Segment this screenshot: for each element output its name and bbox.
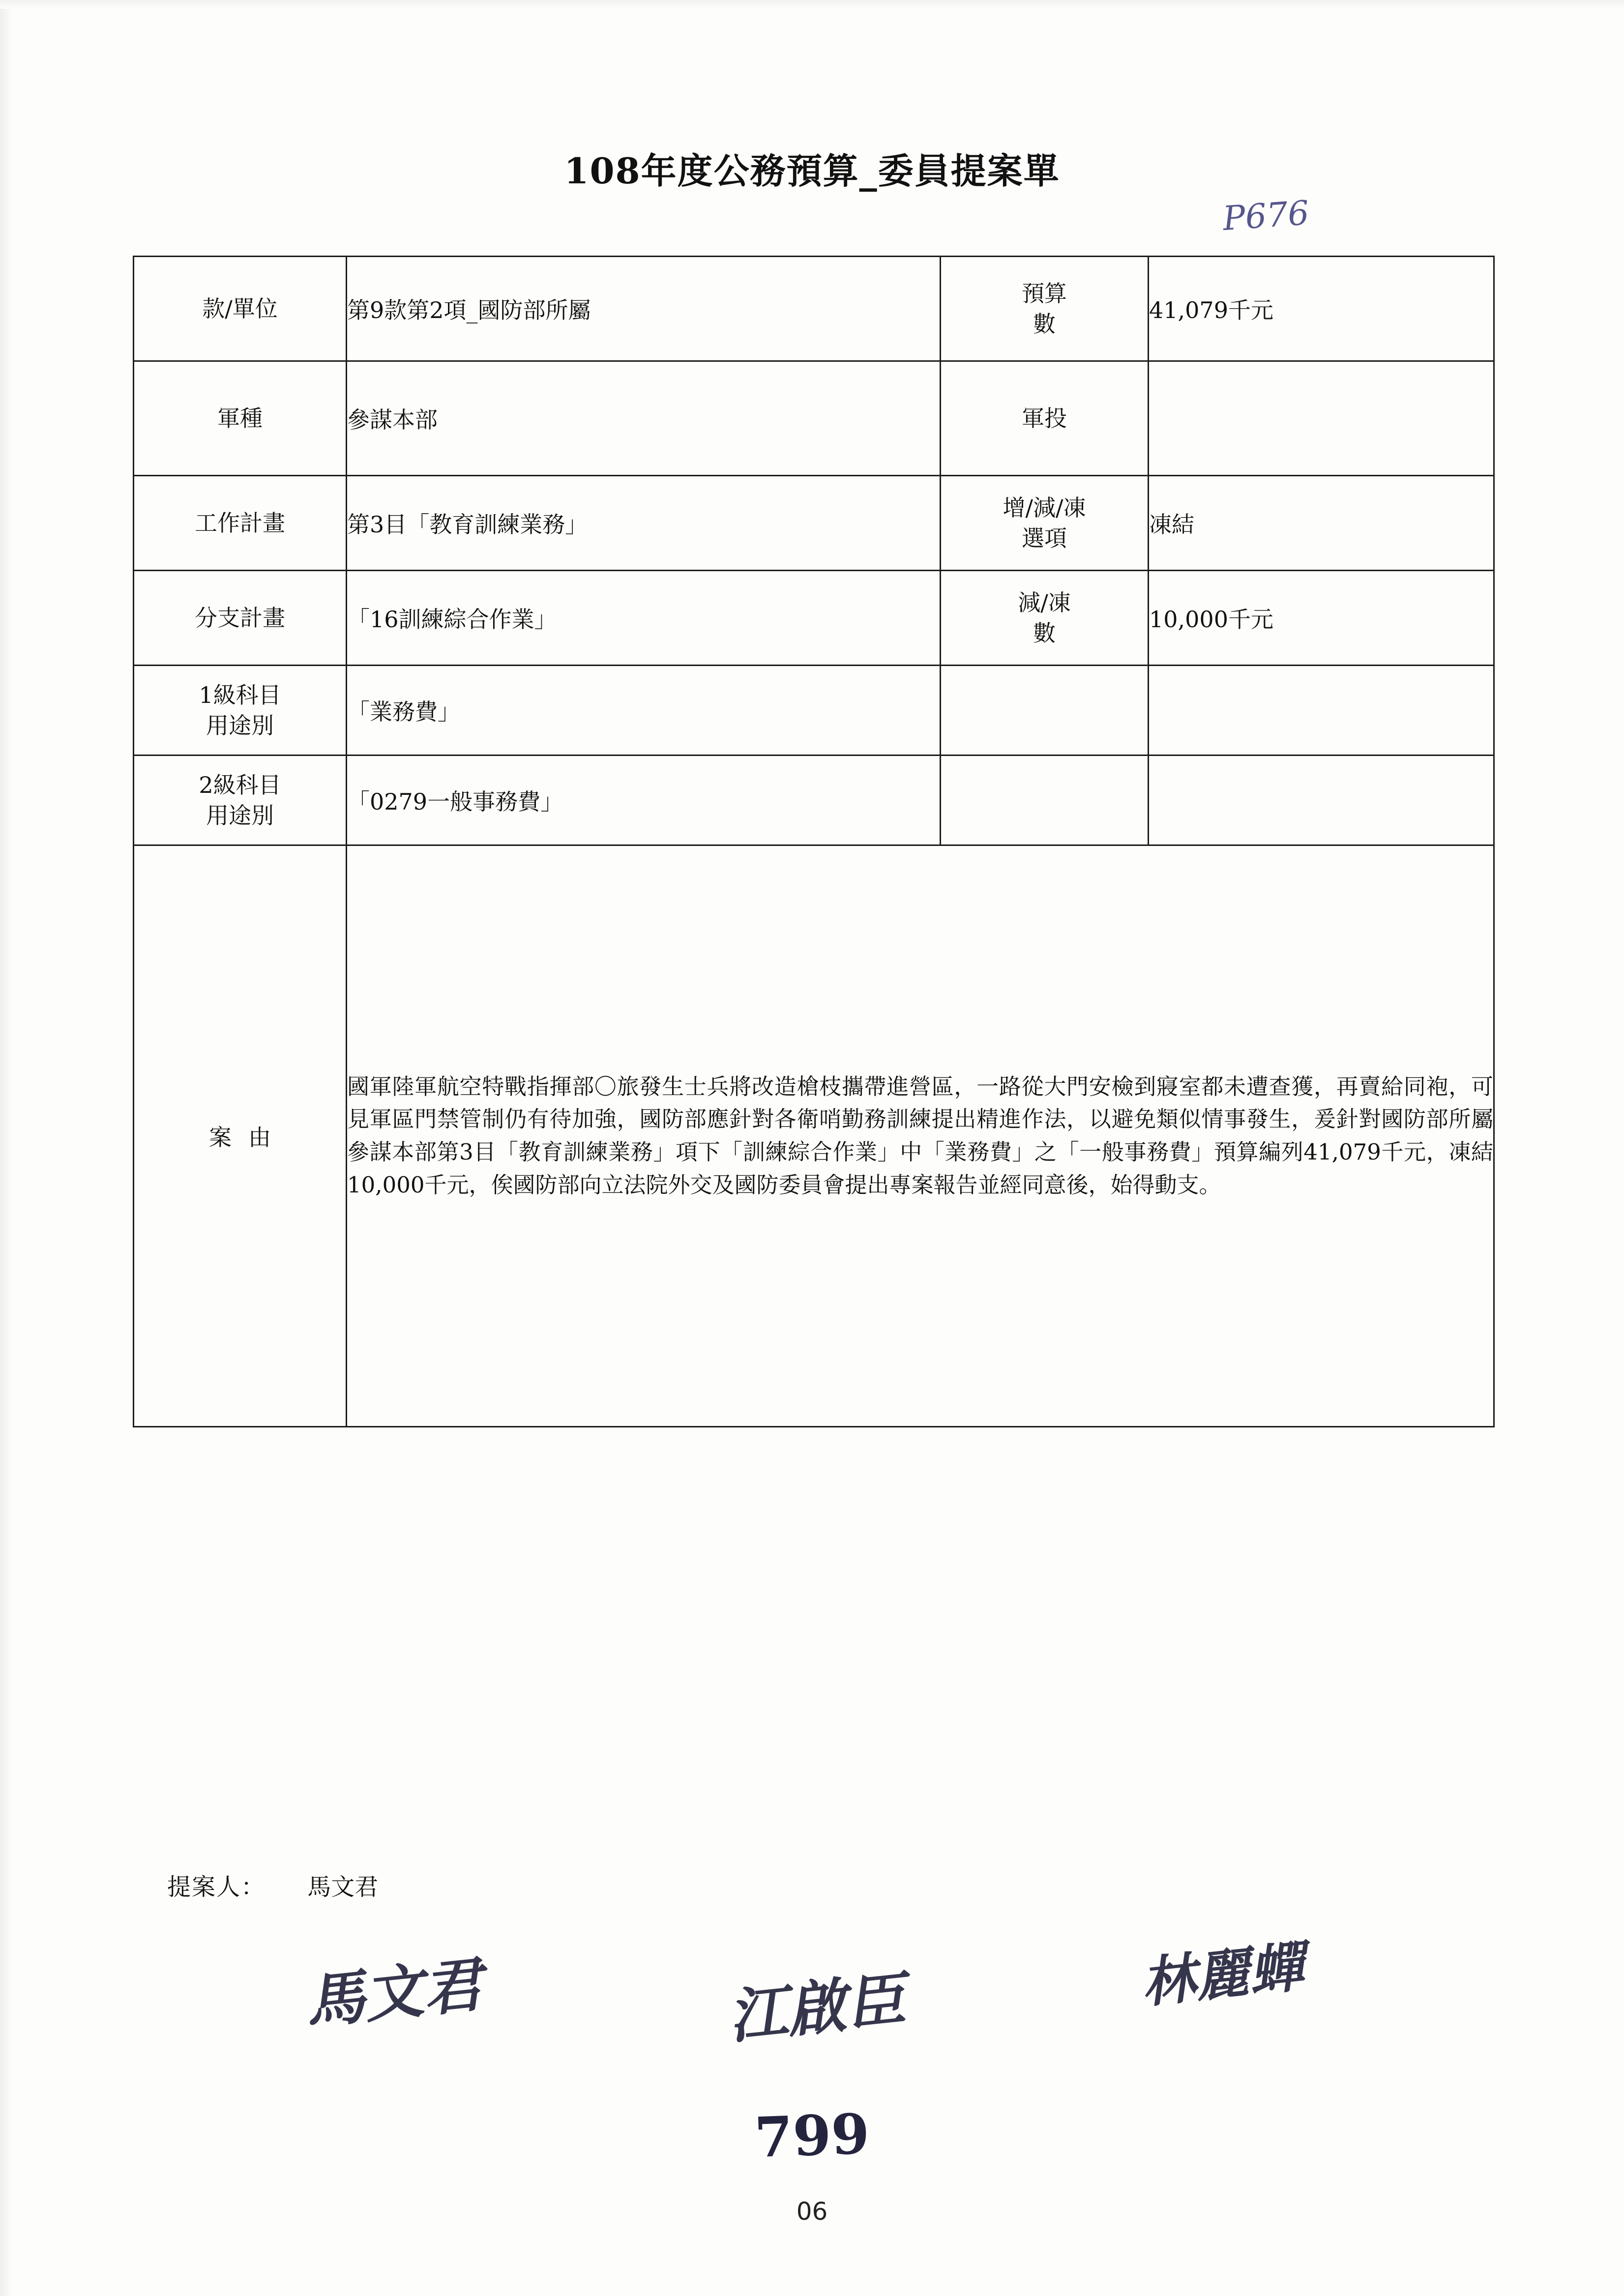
row-right-value-empty-1 (1149, 666, 1494, 756)
table-row (134, 666, 1494, 756)
row-right-label-empty-1 (941, 666, 1149, 756)
case-body-cell (347, 845, 1494, 1427)
row-value-level2-account: 「0279一般事務費」 (347, 756, 941, 845)
right-label-line1: 軍投 (1022, 405, 1067, 432)
row-right-value-military-investment (1149, 361, 1494, 476)
page-title: 108年度公務預算_委員提案單 (564, 150, 1060, 192)
row-label-level2-account (134, 756, 347, 845)
proposer-row (167, 1868, 378, 1902)
row-label-level1-account (134, 666, 347, 756)
row-label-work-plan: 工作計畫 (134, 476, 347, 571)
scan-edge-left (0, 0, 13, 2296)
handwritten-number: 799 (753, 2101, 871, 2171)
row-right-label-reduce-freeze-amount (941, 571, 1149, 666)
proposer-label: 提案人： (167, 1873, 266, 1901)
right-label-line2: 數 (1033, 311, 1056, 337)
row-right-value-adjust-option: 凍結 (1149, 476, 1494, 571)
signature-3: 林麗蟬 (1138, 1935, 1306, 2015)
table-row (134, 361, 1494, 476)
row-right-value-reduce-freeze-amount: 10,000千元 (1149, 571, 1494, 666)
case-label: 案由 (134, 845, 347, 1427)
row-value-work-plan: 第3目「教育訓練業務」 (347, 476, 941, 571)
row-right-label-military-investment (941, 361, 1149, 476)
right-label-line1: 增/減/凍 (1003, 494, 1086, 521)
label-line2: 用途別 (206, 712, 274, 739)
right-label-line2: 選項 (1022, 525, 1067, 552)
scan-edge-top (0, 0, 1624, 9)
page-number: 06 (796, 2197, 828, 2226)
row-value-level1-account: 「業務費」 (347, 666, 941, 756)
right-label-line1: 減/凍 (1018, 589, 1071, 616)
row-right-label-budget (941, 257, 1149, 361)
case-text: 國軍陸軍航空特戰指揮部〇旅發生士兵將改造槍枝攜帶進營區，一路從大門安檢到寢室都未遭查獲，再賣給同袍，可見軍區門禁管制仍有待加強，國防部應針對各衛哨勤務訓練提出精進作法，以避免類似情事發生，爰針對國防部所屬參謀本部第3目「教育訓練業務」項下「訓練綜合作業」中「業務費」之「一般事務費」預算編列41,079千元，凍結10,000千元，俟國防部向立法院外交及國防委員會提出專案報告並經同意後，始得動支。 (347, 1073, 1493, 1198)
proposal-form-table (133, 256, 1495, 1427)
row-right-label-empty-2 (941, 756, 1149, 845)
row-label-sub-plan: 分支計畫 (134, 571, 347, 666)
row-value-sub-plan: 「16訓練綜合作業」 (347, 571, 941, 666)
row-right-value-empty-2 (1149, 756, 1494, 845)
row-label-service: 軍種 (134, 361, 347, 476)
right-label-line1: 預算 (1022, 280, 1067, 307)
row-right-label-adjust-option (941, 476, 1149, 571)
table-row (134, 476, 1494, 571)
proposer-name: 馬文君 (307, 1873, 379, 1901)
right-label-line2: 數 (1033, 620, 1056, 646)
table-row (134, 756, 1494, 845)
row-right-value-budget: 41,079千元 (1149, 257, 1494, 361)
signature-1: 馬文君 (302, 1949, 486, 2037)
row-value-service: 參謀本部 (347, 361, 941, 476)
signature-2: 江啟臣 (725, 1964, 909, 2052)
page-mark-annotation: P676 (1221, 193, 1311, 239)
table-row-case (134, 845, 1494, 1427)
table-row (134, 257, 1494, 361)
label-line2: 用途別 (206, 802, 274, 829)
row-value-unit: 第9款第2項_國防部所屬 (347, 257, 941, 361)
label-line1: 1級科目 (199, 681, 281, 708)
row-label-unit: 款/單位 (134, 257, 347, 361)
label-line1: 2級科目 (199, 771, 281, 798)
table-row (134, 571, 1494, 666)
